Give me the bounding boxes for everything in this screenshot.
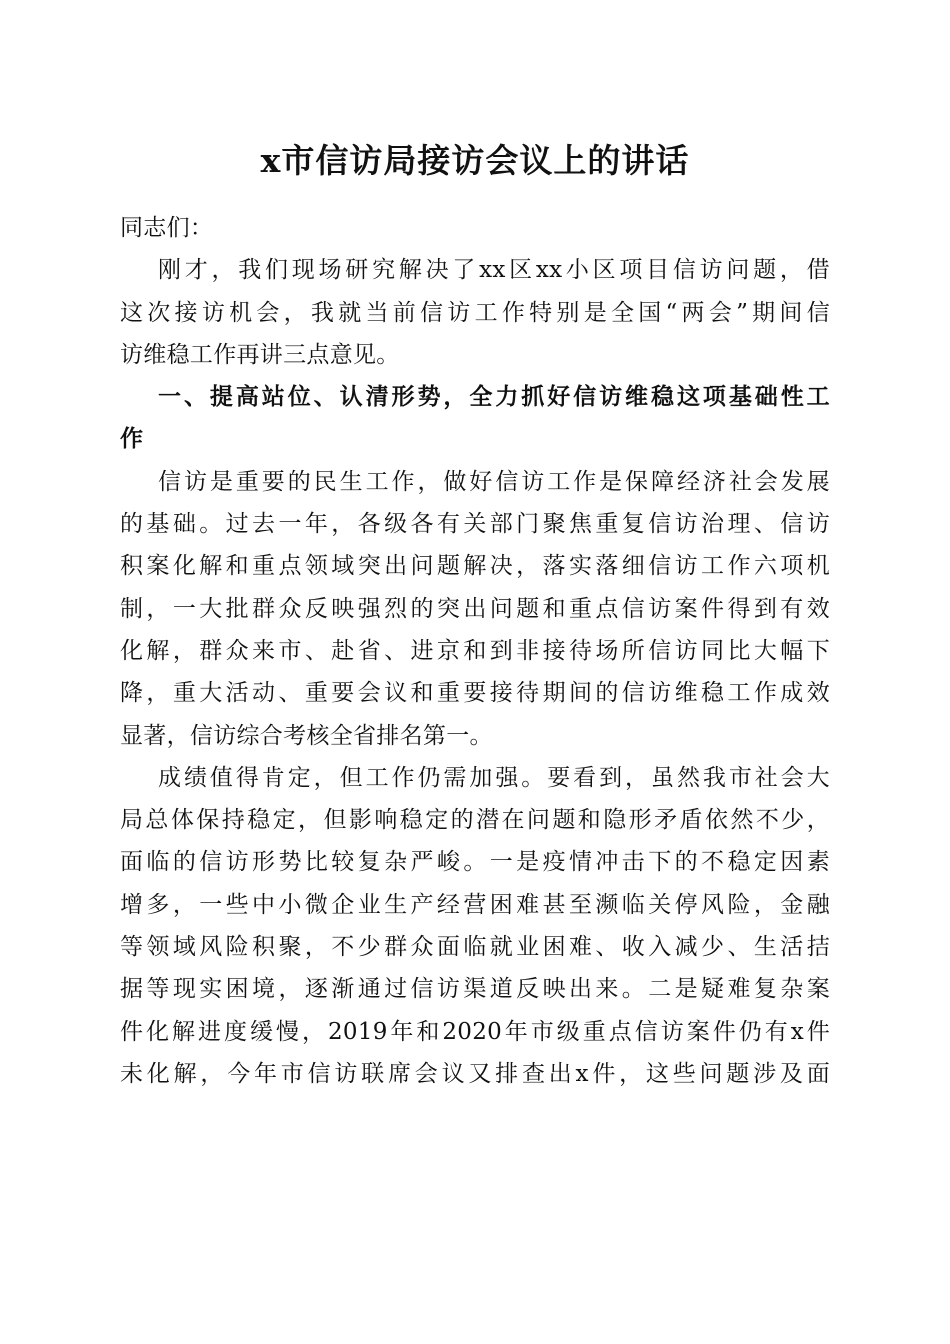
text-line: 积案化解和重点领域突出问题解决，落实落细信访工作六项机 (120, 553, 830, 580)
text-line: 降，重大活动、重要会议和重要接待期间的信访维稳工作成效 (120, 680, 830, 707)
text-line: 未化解，今年市信访联席会议又排查出x件，这些问题涉及面 (120, 1060, 830, 1087)
heading-line: 作 (120, 426, 144, 453)
text-line: 件化解进度缓慢，2019年和2020年市级重点信访案件仍有x件 (120, 1018, 830, 1045)
text-line: 据等现实困境，逐渐通过信访渠道反映出来。二是疑难复杂案 (120, 976, 830, 1003)
text-line: 显著，信访综合考核全省排名第一。 (120, 722, 493, 749)
text-line: 刚才，我们现场研究解决了xx区xx小区项目信访问题，借 (158, 257, 830, 284)
salutation: 同志们： (120, 215, 214, 241)
text-line: 面临的信访形势比较复杂严峻。一是疫情冲击下的不稳定因素 (120, 849, 830, 876)
document-title: x市信访局接访会议上的讲话 (260, 141, 690, 180)
paragraph-1 (120, 461, 830, 757)
text-line: 这次接访机会，我就当前信访工作特别是全国“两会”期间信 (120, 299, 830, 326)
text-line: 访维稳工作再讲三点意见。 (120, 341, 400, 368)
text-line: 局总体保持稳定，但影响稳定的潜在问题和隐形矛盾依然不少， (120, 807, 830, 834)
text-line: 信访是重要的民生工作，做好信访工作是保障经济社会发展 (158, 468, 830, 495)
text-line: 增多，一些中小微企业生产经营困难甚至濒临关停风险，金融 (120, 891, 830, 918)
intro-paragraph (120, 249, 830, 376)
text-line: 的基础。过去一年，各级各有关部门聚焦重复信访治理、信访 (120, 511, 830, 538)
section-heading-1 (120, 376, 830, 461)
text-line: 化解，群众来市、赴省、进京和到非接待场所信访同比大幅下 (120, 637, 830, 664)
paragraph-2 (120, 757, 830, 1095)
text-line: 等领域风险积聚，不少群众面临就业困难、收入减少、生活拮 (120, 934, 830, 961)
text-line: 成绩值得肯定，但工作仍需加强。要看到，虽然我市社会大 (158, 764, 830, 791)
heading-line: 一、提高站位、认清形势，全力抓好信访维稳这项基础性工 (158, 384, 830, 411)
document-body (120, 207, 830, 1095)
text-line: 制，一大批群众反映强烈的突出问题和重点信访案件得到有效 (120, 595, 830, 622)
